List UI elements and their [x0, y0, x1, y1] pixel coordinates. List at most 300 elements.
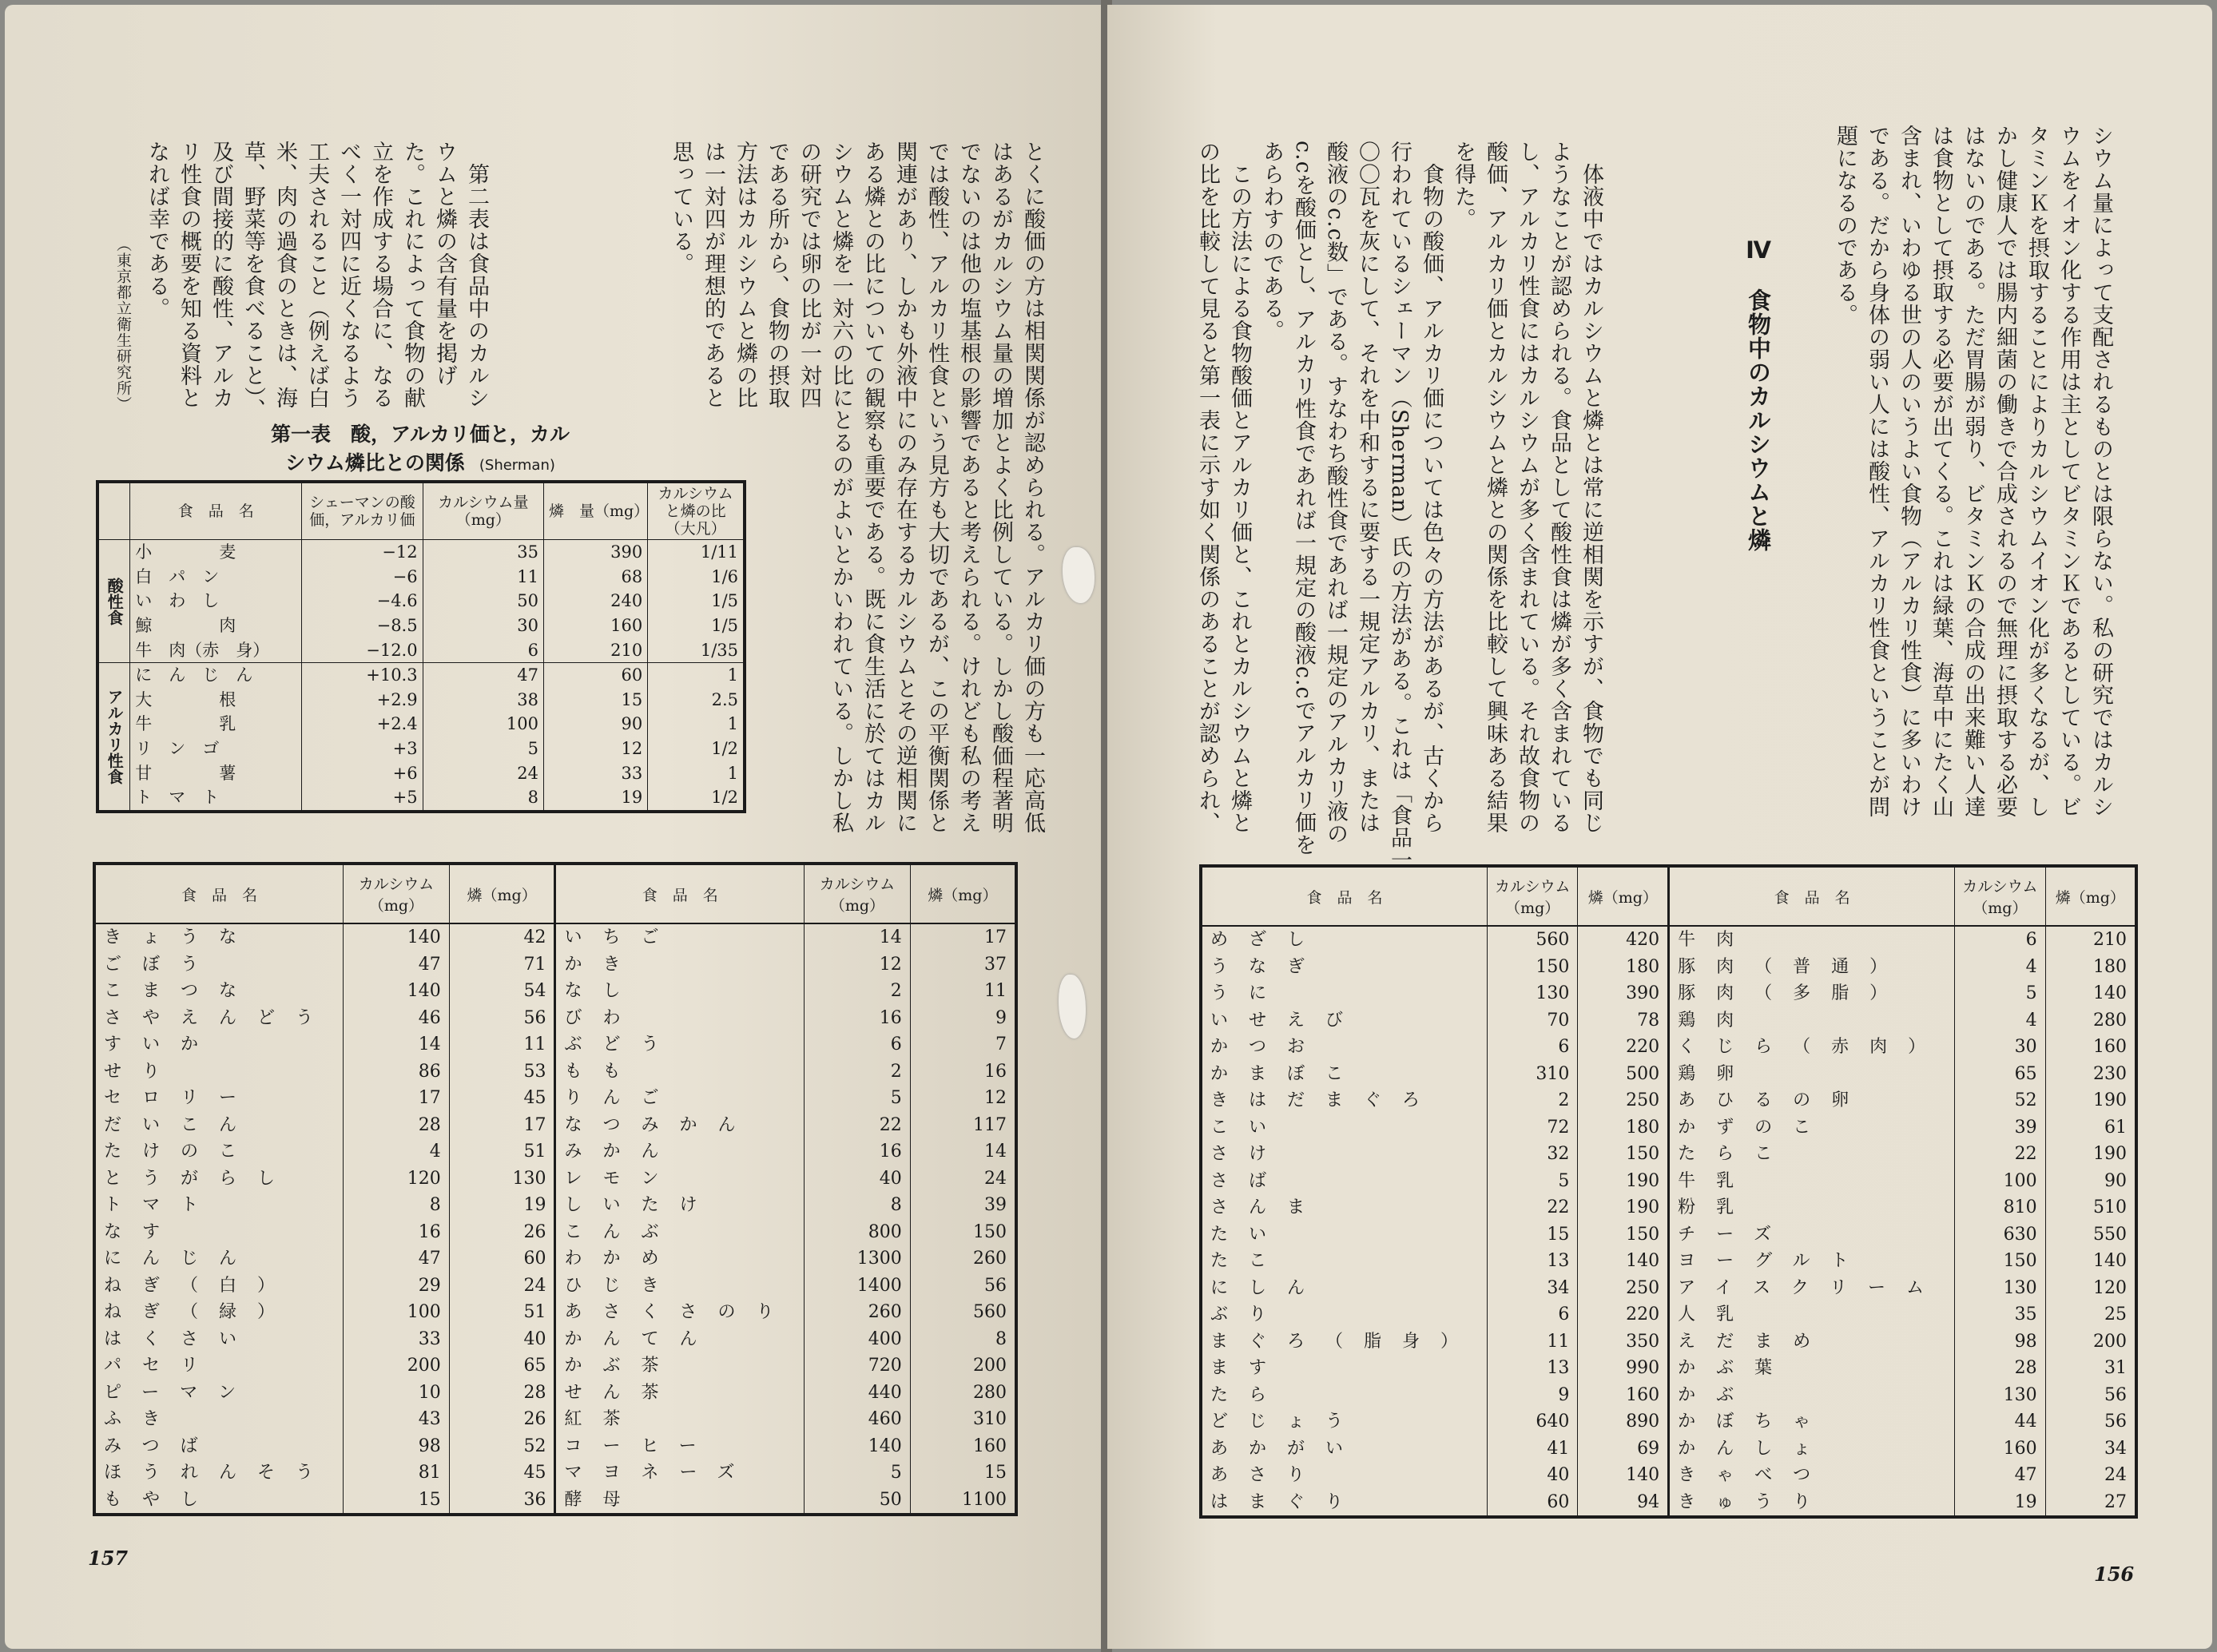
table2-phosphorus: 8: [910, 1326, 1016, 1353]
table2-food-name: ねぎ（緑）: [104, 1302, 296, 1322]
table1-group-label: 酸性食: [105, 577, 125, 625]
table2-phosphorus: 310: [910, 1406, 1016, 1433]
table1-calcium: 50: [423, 589, 543, 614]
table3-phosphorus: 140: [2045, 980, 2136, 1007]
table3-row: [1201, 1301, 2136, 1328]
table2-phosphorus: 200: [910, 1352, 1016, 1380]
table1-food-name: 小 麦: [130, 540, 302, 565]
table2-phosphorus: 14: [910, 1138, 1016, 1166]
table2-row: [94, 1380, 1016, 1407]
table2-calcium: 5: [805, 1085, 911, 1112]
table1-phosphorus: 160: [544, 614, 648, 638]
table2-phosphorus: 130: [449, 1166, 555, 1193]
table2-row: [94, 1487, 1016, 1515]
table2-food-name: こんぶ: [555, 1219, 805, 1246]
table3-row: [1201, 1034, 2136, 1061]
table1-row: [97, 785, 745, 812]
left-page: [5, 5, 1106, 1649]
table2-phosphorus: 51: [449, 1138, 555, 1166]
table1-calcium: 38: [423, 688, 543, 713]
table2-calcium: 14: [805, 923, 911, 951]
table3-food-name: アイスクリーム: [1669, 1275, 1955, 1302]
table1-food-name: 大 根: [130, 688, 302, 713]
table2-phosphorus: 11: [449, 1031, 555, 1058]
table1-acid-alkali-value: +2.9: [302, 688, 423, 713]
table2-phosphorus: 560: [910, 1299, 1016, 1326]
table2-calcium: 4: [344, 1138, 450, 1166]
table2-calcium: 200: [344, 1352, 450, 1380]
table2-phosphorus: 15: [910, 1459, 1016, 1487]
table1-header-phosphorus: 燐 量（mg）: [544, 482, 648, 540]
table2-header-row: [94, 864, 1016, 923]
table3-header-0: 食 品 名: [1201, 866, 1488, 926]
table3-food-name: めざし: [1210, 930, 1326, 950]
table1-calcium: 11: [423, 565, 543, 590]
table2-food-name: こまつな: [104, 981, 258, 1001]
table3-food-name: かぶ葉: [1669, 1355, 1955, 1382]
table2-calcium: 720: [805, 1352, 911, 1380]
table2-calcium: 22: [805, 1112, 911, 1139]
table2-calcium: 43: [344, 1406, 450, 1433]
table3-calcium: 60: [1488, 1489, 1578, 1518]
table3-calcium: 9: [1488, 1382, 1578, 1409]
table1-ratio: 1/2: [648, 737, 745, 761]
table3-food-name: 鶏肉: [1669, 1007, 1955, 1034]
table2-calcium: 2: [805, 978, 911, 1005]
table3-phosphorus: 190: [1578, 1194, 1669, 1221]
table1-phosphorus: 12: [544, 737, 648, 761]
table3-phosphorus: 510: [2045, 1194, 2136, 1221]
table2-calcium: 14: [344, 1031, 450, 1058]
table3-row: [1201, 1194, 2136, 1221]
table2-calcium: 140: [344, 978, 450, 1005]
table2-food-name: もやし: [104, 1489, 220, 1510]
table1-calcium: 5: [423, 737, 543, 761]
table1-phosphorus: 68: [544, 565, 648, 590]
table2-food-name: もも: [555, 1058, 805, 1086]
table3-row: [1201, 954, 2136, 981]
table1-acid-alkali-value: −12: [302, 540, 423, 565]
table2-row: [94, 1031, 1016, 1058]
table3-food-name: きゃべつ: [1669, 1462, 1955, 1489]
table3-food-name: 豚肉（普通）: [1669, 954, 1955, 981]
section-heading: Ⅳ 食物中のカルシウムと燐: [1745, 236, 1772, 552]
table1-row: [97, 565, 745, 590]
table3-row: [1201, 1141, 2136, 1168]
table2-calcium: 46: [344, 1005, 450, 1032]
table3-phosphorus: 150: [1578, 1141, 1669, 1168]
table2-header-2: 燐（mg）: [449, 864, 555, 923]
table1-calcium: 24: [423, 761, 543, 786]
table3-header-row: [1201, 866, 2136, 926]
table3-food-name: さけ: [1210, 1144, 1288, 1164]
table1-phosphorus: 33: [544, 761, 648, 786]
table3-phosphorus: 160: [1578, 1382, 1669, 1409]
table3-calcium: 98: [1955, 1328, 2045, 1356]
table3-calcium: 150: [1955, 1248, 2045, 1275]
table2-row: [94, 1166, 1016, 1193]
table3-phosphorus: 190: [2045, 1141, 2136, 1168]
table2-phosphorus: 42: [449, 923, 555, 951]
table2-row: [94, 1326, 1016, 1353]
table3-row: [1201, 1007, 2136, 1034]
table3-calcium: 44: [1955, 1408, 2045, 1436]
table3-calcium: 100: [1955, 1168, 2045, 1195]
table2-phosphorus: 17: [449, 1112, 555, 1139]
table2-food-name: ピーマン: [104, 1382, 257, 1403]
table3-row: [1201, 1114, 2136, 1142]
table3-food-name: きはだまぐろ: [1210, 1090, 1441, 1110]
table3-calcium: 22: [1488, 1194, 1578, 1221]
table3-food-name: さば: [1210, 1170, 1288, 1191]
table2-food-name: さやえんどう: [104, 1007, 335, 1028]
table2-phosphorus: 56: [910, 1273, 1016, 1300]
table1-ratio: 1/5: [648, 589, 745, 614]
table1-row: [97, 614, 745, 638]
table2-calcium: 47: [344, 951, 450, 979]
table2-row: [94, 1245, 1016, 1273]
table2-food-name: ひじき: [555, 1273, 805, 1300]
table2-food-name: みかん: [555, 1138, 805, 1166]
table3-food-name: いせえび: [1210, 1010, 1365, 1031]
table2-calcium: 10: [344, 1380, 450, 1407]
table3-header-4: カルシウム（mg）: [1955, 866, 2045, 926]
table3-phosphorus: 550: [2045, 1221, 2136, 1249]
table1-header-row: [97, 482, 745, 540]
table3-food-name: まぐろ（脂身）: [1210, 1331, 1480, 1352]
table3-row: [1201, 980, 2136, 1007]
table2-row: [94, 1433, 1016, 1460]
table1-calcium: 100: [423, 712, 543, 737]
table2-phosphorus: 150: [910, 1219, 1016, 1246]
table3-food-name: 牛乳: [1669, 1168, 1955, 1195]
table1-header-group: [97, 482, 130, 540]
table1-calcium: 47: [423, 663, 543, 688]
table2-food-name: コーヒー: [555, 1433, 805, 1460]
table1-row: [97, 712, 745, 737]
table1-phosphorus: 19: [544, 785, 648, 812]
table3-phosphorus: 180: [1578, 1114, 1669, 1142]
table2-calcium: 140: [344, 923, 450, 951]
table2-header-5: 燐（mg）: [910, 864, 1016, 923]
table3-calcium: 160: [1955, 1436, 2045, 1463]
table1-ratio: 1/2: [648, 785, 745, 812]
table1-row: [97, 737, 745, 761]
table3-row: [1201, 1328, 2136, 1356]
table3-phosphorus: 69: [1578, 1436, 1669, 1463]
table2-food-name: だいこん: [104, 1114, 258, 1135]
table2-calcium: 29: [344, 1273, 450, 1300]
table3-phosphorus: 190: [1578, 1168, 1669, 1195]
table3-calcium: 28: [1955, 1355, 2045, 1382]
table2-phosphorus: 7: [910, 1031, 1016, 1058]
table2-food-name: みつば: [104, 1436, 219, 1456]
table3-food-name: くじら（赤肉）: [1669, 1034, 1955, 1061]
table2-food-name: とうがらし: [104, 1168, 296, 1189]
table3-phosphorus: 61: [2045, 1114, 2136, 1142]
table2-food-name: マヨネーズ: [555, 1459, 805, 1487]
table3-phosphorus: 200: [2045, 1328, 2136, 1356]
table2-phosphorus: 45: [449, 1459, 555, 1487]
table2-phosphorus: 37: [910, 951, 1016, 979]
table1-calcium: 6: [423, 638, 543, 663]
table1-header-ratio: カルシウムと燐の比（大凡）: [648, 482, 745, 540]
table3-food-name: うに: [1210, 983, 1288, 1003]
table3-calcium: 13: [1488, 1355, 1578, 1382]
table1-food-name: 牛 肉（赤 身）: [130, 638, 302, 663]
table3-food-name: たこ: [1210, 1251, 1288, 1271]
table3-food-name: あひるの卵: [1669, 1087, 1955, 1114]
table3-header-3: 食 品 名: [1669, 866, 1955, 926]
table3-phosphorus: 56: [2045, 1382, 2136, 1409]
table2-phosphorus: 51: [449, 1299, 555, 1326]
table2-calcium: 1300: [805, 1245, 911, 1273]
table2-calcium: 100: [344, 1299, 450, 1326]
table2-phosphorus: 53: [449, 1058, 555, 1086]
table3-body: [1201, 926, 2136, 1517]
table3-phosphorus: 390: [1578, 980, 1669, 1007]
table3-phosphorus: 120: [2045, 1275, 2136, 1302]
table1-row: [97, 589, 745, 614]
table2-phosphorus: 19: [449, 1192, 555, 1219]
table3-phosphorus: 250: [1578, 1275, 1669, 1302]
table1-acid-alkali-value: +6: [302, 761, 423, 786]
table2-calcium: 140: [805, 1433, 911, 1460]
table2-food-name: かぶ茶: [555, 1352, 805, 1380]
table3-calcium: 5: [1955, 980, 2045, 1007]
table1-header-value: シェーマンの酸価，アルカリ価: [302, 482, 423, 540]
table2-food-name: しいたけ: [555, 1192, 805, 1219]
table3-calcium: 130: [1488, 980, 1578, 1007]
table3-row: [1201, 1221, 2136, 1249]
table3-calcium: 6: [1488, 1301, 1578, 1328]
table1-food-name: い わ し: [130, 589, 302, 614]
table2-phosphorus: 117: [910, 1112, 1016, 1139]
table3-phosphorus: 350: [1578, 1328, 1669, 1356]
table2-phosphorus: 9: [910, 1005, 1016, 1032]
table3-calcium: 40: [1488, 1462, 1578, 1489]
table2-phosphorus: 16: [910, 1058, 1016, 1086]
table2-phosphorus: 24: [449, 1273, 555, 1300]
table3-row: [1201, 926, 2136, 954]
table2-phosphorus: 26: [449, 1219, 555, 1246]
table1-caption-author: (Sherman): [479, 457, 555, 474]
table2-row: [94, 1138, 1016, 1166]
table2-calcium: 16: [805, 1005, 911, 1032]
table3-calcium: 35: [1955, 1301, 2045, 1328]
left-body-text-col2: 第二表は食品中のカルシ ウムと燐の含有量を掲げ た。これによって食物の献 立を作成する場合に、なる べく一対四に近くなるよう 工夫されること（例えば白 米、肉の過食のときは、海 草、野菜等を食べること）、 及び間接的に酸性、アルカ リ性食の概要を知る資料と なれば幸である。: [145, 141, 489, 421]
table2-calcium: 460: [805, 1406, 911, 1433]
table2-row: [94, 1273, 1016, 1300]
table1-caption-line1: 第一表 酸，アルカリ価と，カル: [270, 423, 570, 446]
table1-acid-alkali-value: +5: [302, 785, 423, 812]
table2-phosphorus: 71: [449, 951, 555, 979]
table3-row: [1201, 1355, 2136, 1382]
table2-row: [94, 978, 1016, 1005]
table2-calcium: 33: [344, 1326, 450, 1353]
table2-phosphorus: 65: [449, 1352, 555, 1380]
table1-row: [97, 688, 745, 713]
affiliation: （東京都立衛生研究所）: [114, 236, 132, 412]
table3-food-name: どじょう: [1210, 1412, 1365, 1432]
page-number-right: 156: [2094, 1563, 2135, 1586]
table3-row: [1201, 1087, 2136, 1114]
table3-phosphorus: 500: [1578, 1061, 1669, 1088]
table3-calcium: 65: [1955, 1061, 2045, 1088]
table2-food-name: 紅茶: [555, 1406, 805, 1433]
table2-calcium: 15: [344, 1487, 450, 1515]
table1-body: [97, 540, 745, 812]
table3-food-name: かつお: [1210, 1037, 1326, 1057]
table3-header-5: 燐（mg）: [2045, 866, 2136, 926]
table3-row: [1201, 1382, 2136, 1409]
table2-food-name: ねぎ（白）: [104, 1275, 296, 1296]
table2-phosphorus: 45: [449, 1085, 555, 1112]
table2-calcium: 86: [344, 1058, 450, 1086]
table1-ratio: 1: [648, 712, 745, 737]
table3-phosphorus: 280: [2045, 1007, 2136, 1034]
table2-header-1: カルシウム（mg）: [344, 864, 450, 923]
table2-row: [94, 1352, 1016, 1380]
table2-phosphorus: 11: [910, 978, 1016, 1005]
table1-phosphorus: 60: [544, 663, 648, 688]
table3-food-name: チーズ: [1669, 1221, 1955, 1249]
table2-calcium: 120: [344, 1166, 450, 1193]
table1-food-name: 鯨 肉: [130, 614, 302, 638]
table2-food-name: なし: [555, 978, 805, 1005]
table3-calcium: 130: [1955, 1382, 2045, 1409]
table3-phosphorus: 210: [2045, 926, 2136, 954]
table2-calcium: 440: [805, 1380, 911, 1407]
table3-food-name: 豚肉（多脂）: [1669, 980, 1955, 1007]
table3-calcium: 4: [1955, 954, 2045, 981]
table1-acid-alkali-value: +2.4: [302, 712, 423, 737]
table3-calcium: 640: [1488, 1408, 1578, 1436]
table1-acid-alkali-value: +10.3: [302, 663, 423, 688]
table3-row: [1201, 1275, 2136, 1302]
table2-row: [94, 951, 1016, 979]
table2-calcium: 260: [805, 1299, 911, 1326]
table2-calcium: 50: [805, 1487, 911, 1515]
table1-food-name: リ ン ゴ: [130, 737, 302, 761]
table2-food-name: セロリー: [104, 1088, 258, 1108]
right-body-text-col1: シウム量によって支配されるものとは限らない。私の研究ではカルシ ウムをイオン化する作用は主としてビタミンＫであるとしている。ビ タミンＫを摂取することによりカルシウムイオン化が多くなるが、し かし健康人では腸内細菌の働きで合成されるので無理に摂取する必要 はないのである。ただ胃腸が弱り、ビタミンＫの合成の出来難い人達 は食物として摂取する必要が出てくる。これは緑葉、海草中にたく山 含まれ、いわゆる世の人のいうよい食物（アルカリ性食）に多いわけ である。だから身体の弱い人には酸性、アルカリ性食ということが問 題になるのである。: [1833, 125, 2113, 818]
table3-food-name: たら: [1210, 1384, 1288, 1405]
table2-phosphorus: 160: [910, 1433, 1016, 1460]
table2-food-name: レモン: [555, 1166, 805, 1193]
table2-row: [94, 1005, 1016, 1032]
table1-acid-alkali-value: −8.5: [302, 614, 423, 638]
table2-phosphorus: 28: [449, 1380, 555, 1407]
table2-row: [94, 1085, 1016, 1112]
table3-header-1: カルシウム（mg）: [1488, 866, 1578, 926]
table1-food-name: 牛 乳: [130, 712, 302, 737]
table3-calcium: 6: [1488, 1034, 1578, 1061]
table1-calcium: 35: [423, 540, 543, 565]
table2-calcium: 6: [805, 1031, 911, 1058]
table2-body: [94, 923, 1016, 1515]
table2-food-name: ぶどう: [555, 1031, 805, 1058]
table3-food-name: かんしょ: [1669, 1436, 1955, 1463]
table3-row: [1201, 1248, 2136, 1275]
table2-phosphorus: 26: [449, 1406, 555, 1433]
table3-calcium: 47: [1955, 1462, 2045, 1489]
table3-calcium: 30: [1955, 1034, 2045, 1061]
table1-food-name: ト マ ト: [130, 785, 302, 812]
table2-header-4: カルシウム（mg）: [805, 864, 911, 923]
page-number-left: 157: [88, 1547, 129, 1570]
table2-phosphorus: 36: [449, 1487, 555, 1515]
table3-food-name: ぶり: [1210, 1305, 1288, 1324]
table1-row: [97, 761, 745, 786]
table3-phosphorus: 890: [1578, 1408, 1669, 1436]
table3-phosphorus: 420: [1578, 926, 1669, 954]
table3-calcium: 130: [1955, 1275, 2045, 1302]
table2-phosphorus: 17: [910, 923, 1016, 951]
table2-phosphorus: 12: [910, 1085, 1016, 1112]
table3-header-2: 燐（mg）: [1578, 866, 1669, 926]
table1-phosphorus: 210: [544, 638, 648, 663]
table3-calcium: 4: [1955, 1007, 2045, 1034]
table3-phosphorus: 140: [2045, 1248, 2136, 1275]
table3-phosphorus: 27: [2045, 1489, 2136, 1518]
table1-ratio: 1/5: [648, 614, 745, 638]
table3-food-name: あさり: [1210, 1465, 1326, 1485]
table3-food-name: えだまめ: [1669, 1328, 1955, 1356]
table3-food-name: かぼちゃ: [1669, 1408, 1955, 1436]
table3-phosphorus: 160: [2045, 1034, 2136, 1061]
table1-ratio: 1: [648, 761, 745, 786]
table3-food-name: たらこ: [1669, 1141, 1955, 1168]
table3-food-name: 鶏卵: [1669, 1061, 1955, 1088]
table2-food-name: せり: [104, 1061, 181, 1082]
table3-food-name: たい: [1210, 1224, 1288, 1245]
table2-calcium: 2: [805, 1058, 911, 1086]
table3-phosphorus: 150: [1578, 1221, 1669, 1249]
table1-calcium: 8: [423, 785, 543, 812]
table1-row: [97, 638, 745, 663]
table3-calcium: 310: [1488, 1061, 1578, 1088]
table1-acid-alkali: [96, 480, 746, 813]
table3-phosphorus: 990: [1578, 1355, 1669, 1382]
table1-phosphorus: 90: [544, 712, 648, 737]
table1-acid-alkali-value: −4.6: [302, 589, 423, 614]
table3-calcium: 52: [1955, 1087, 2045, 1114]
left-body-text-col1: とくに酸価の方は相関関係が認められる。アルカリ価の方も一応高低 はあるがカルシウム量の増加とよく比例している。しかし酸価程著明 でないのは他の塩基根の影響であると考えられる。けれども私の考え では酸性、アルカリ性食という見方も大切であるが、この平衡関係と 関連があり、しかも外液中にのみ存在するカルシウムとその逆相関に ある燐との比についての観察も重要である。既に食生活に於てはカル シウムと燐を一対六の比にとるのがよいとかいわれている。しかし私 の研究では卵の比が一対四 である所から、食物の摂取 方法はカルシウムと燐の比 は一対四が理想的であると 思っている。: [669, 141, 1045, 834]
table2-calcium: 800: [805, 1219, 911, 1246]
table2-food-name: たけのこ: [104, 1142, 258, 1162]
table1-ratio: 1/35: [648, 638, 745, 663]
table3-row: [1201, 1408, 2136, 1436]
table2-food-name: パセリ: [104, 1356, 220, 1376]
table3-food-name: かまぼこ: [1210, 1063, 1365, 1084]
table3-calcium: 150: [1488, 954, 1578, 981]
table1-ratio: 2.5: [648, 688, 745, 713]
table3-calcium: 72: [1488, 1114, 1578, 1142]
table3-food-name: 粉乳: [1669, 1194, 1955, 1221]
table2-row: [94, 1299, 1016, 1326]
table2-calcium: 8: [344, 1192, 450, 1219]
table2-calcium: 40: [805, 1166, 911, 1193]
table3-calcium: 13: [1488, 1248, 1578, 1275]
table2-food-name: ふき: [104, 1409, 181, 1429]
table3-fish-meat-dairy: [1199, 864, 2138, 1519]
table2-food-name: にんじん: [104, 1249, 258, 1269]
table3-calcium: 810: [1955, 1194, 2045, 1221]
table3-row: [1201, 1489, 2136, 1518]
right-body-text-col2: 体液中ではカルシウムと燐とは常に逆相関を示すが、食物でも同じ ようなことが認められる。食品として酸性食は燐が多く含まれている し、アルカリ性食にはカルシウムが多く含まれている。それ故食物の 酸価、アルカリ価とカルシウムと燐との関係を比較して興味ある結果 を得た。 食物の酸価、アルカリ価については色々の方法があるが、古くから 行われているシェーマン（Sherman）氏の方法がある。これは「食品一 〇〇瓦を灰にして、それを中和するに要する一規定アルカリ、または 酸液のc.c数」である。すなわち酸性食であれば一規定のアルカリ液の c.cを酸価とし、アルカリ性食であれば一規定の酸液c.cでアルカリ価を あらわすのである。 この方法による食物酸価とアルカリ価と、これとカルシウムと燐と の比を比較して見ると第一表に示す如く関係のあることが認められ、: [1195, 141, 1603, 872]
table2-food-name: トマト: [104, 1195, 220, 1215]
